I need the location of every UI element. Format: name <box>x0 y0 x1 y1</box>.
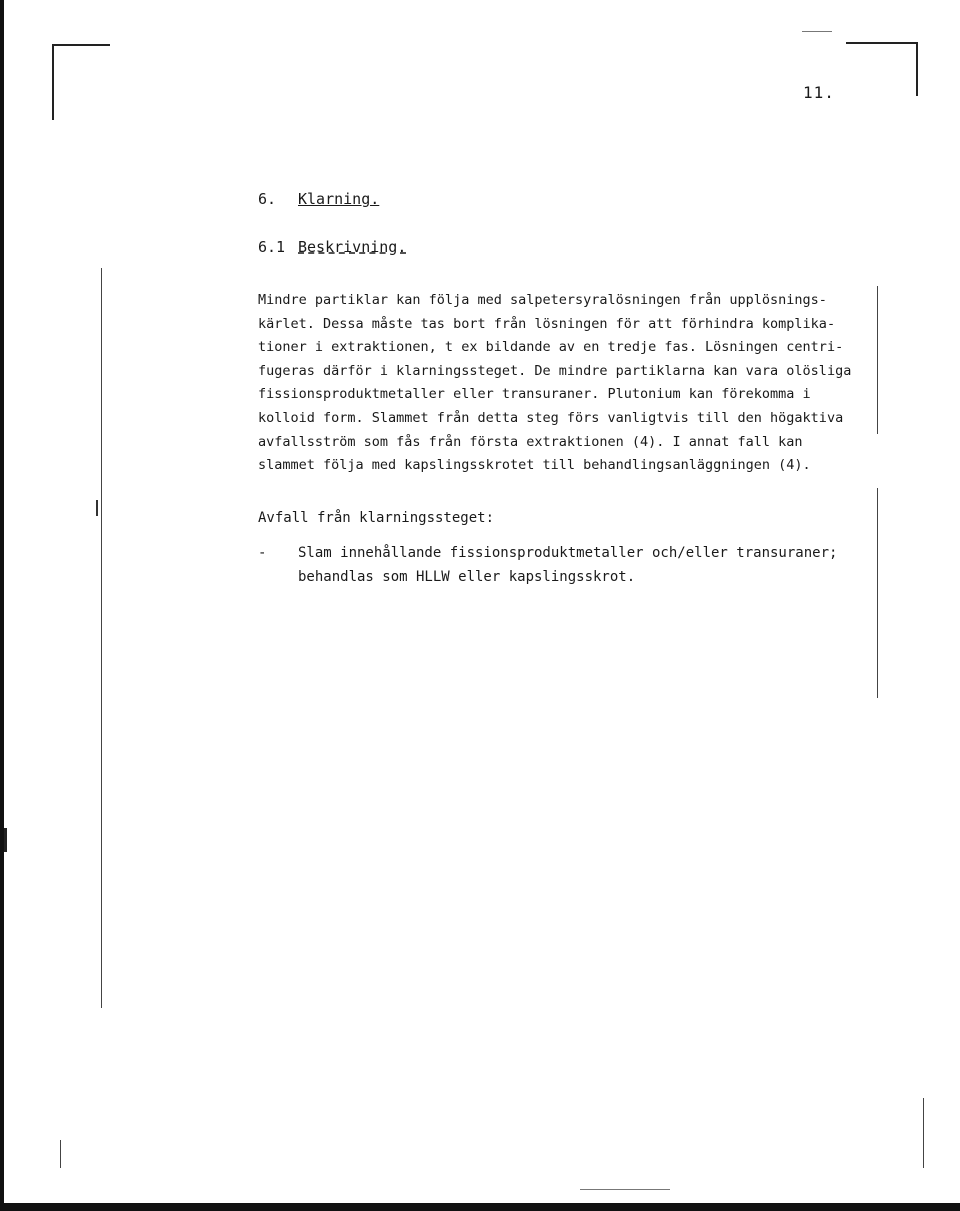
list-item <box>258 541 837 589</box>
waste-heading: Avfall från klarningssteget: <box>258 510 495 526</box>
scan-mark-top-right <box>802 31 832 32</box>
paragraph-line: tioner i extraktionen, t ex bildande av en tredje fas. Lösningen centri- <box>258 339 844 356</box>
paragraph-line: avfallsström som fås från första extraktionen (4). I annat fall kan <box>258 433 803 450</box>
page-number: 11. <box>803 83 835 102</box>
section-number: 6. <box>258 190 277 208</box>
corner-mark-top-left-vertical <box>52 44 54 120</box>
corner-mark-top-left <box>52 44 110 46</box>
scan-line-left <box>101 268 102 1008</box>
scan-line-right-middle <box>877 488 878 698</box>
subsection-title: Beskrivning. <box>298 238 407 256</box>
scan-edge-bottom <box>0 1203 960 1211</box>
subsection-number: 6.1 <box>258 238 286 256</box>
paragraph-line: Mindre partiklar kan följa med salpetersyralösningen från upplösnings- <box>258 292 827 308</box>
list-bullet: - <box>258 545 267 561</box>
scan-edge-left <box>0 0 4 1211</box>
scan-mark-margin-tick <box>96 500 98 516</box>
paragraph-line: slammet följa med kapslingsskrotet till behandlingsanläggningen (4). <box>258 457 811 474</box>
scan-line-right <box>877 286 878 434</box>
description-paragraph <box>258 289 852 478</box>
corner-mark-top-right <box>846 42 918 44</box>
scan-mark-bottom <box>580 1189 670 1190</box>
paragraph-line: fissionsproduktmetaller eller transuraner. Plutonium kan förekomma i <box>258 386 811 403</box>
list-item-line: Slam innehållande fissionsproduktmetaller och/eller transuraner; <box>298 545 838 561</box>
list-item-line: behandlas som HLLW eller kapslingsskrot. <box>298 569 636 585</box>
section-title: Klarning. <box>298 190 380 208</box>
list-item-text <box>298 541 837 589</box>
paragraph-line: kolloid form. Slammet från detta steg förs vanligtvis till den högaktiva <box>258 409 844 426</box>
scan-mark-left-edge <box>4 828 7 852</box>
waste-list <box>258 541 837 589</box>
subsection-heading <box>258 238 406 256</box>
paragraph-line: fugeras därför i klarningssteget. De mindre partiklarna kan vara olösliga <box>258 362 852 379</box>
section-heading <box>258 190 379 208</box>
corner-mark-top-right-vertical <box>916 42 918 96</box>
paragraph-line: kärlet. Dessa måste tas bort från lösningen för att förhindra komplika- <box>258 315 836 332</box>
scan-line-left-lower <box>60 1140 61 1168</box>
scan-line-right-lower <box>923 1098 924 1168</box>
